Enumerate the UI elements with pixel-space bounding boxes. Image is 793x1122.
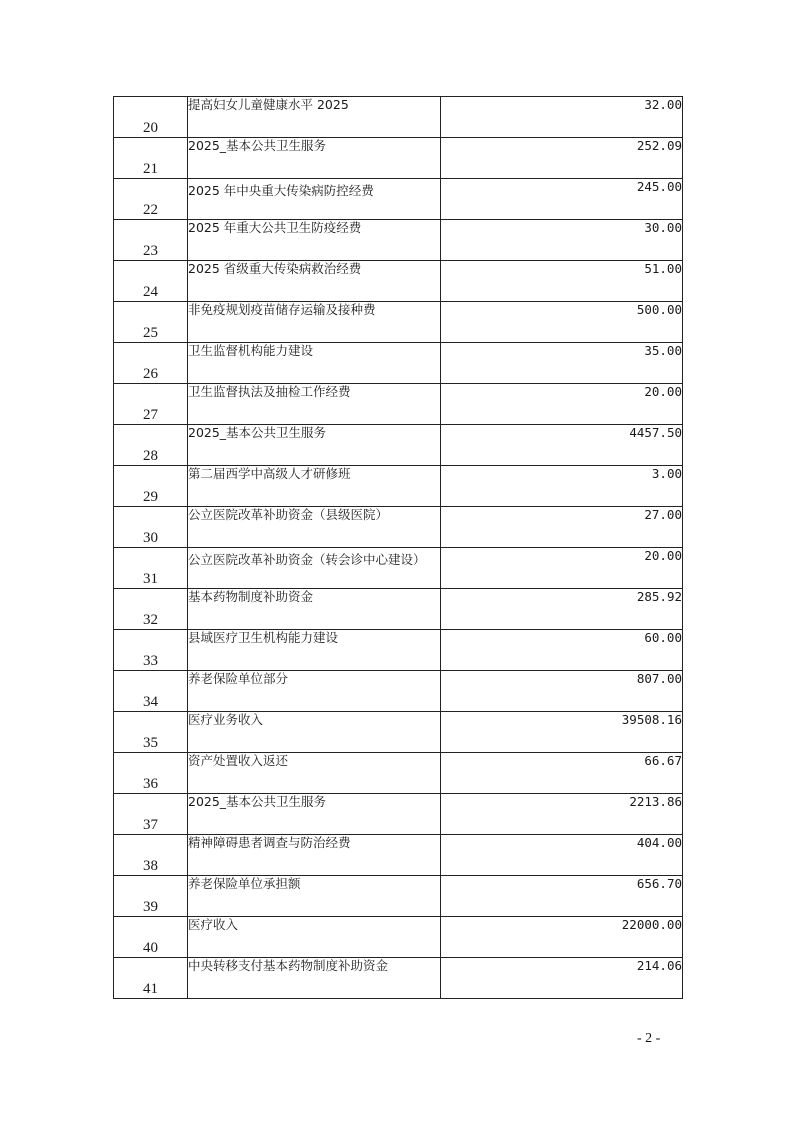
row-number: 20 xyxy=(114,97,188,138)
item-name: 县域医疗卫生机构能力建设 xyxy=(188,630,441,671)
amount: 252.09 xyxy=(441,138,683,179)
row-number: 31 xyxy=(114,548,188,589)
table-row xyxy=(114,835,683,876)
table-row xyxy=(114,589,683,630)
amount: 214.06 xyxy=(441,958,683,999)
row-number: 27 xyxy=(114,384,188,425)
item-name: 资产处置收入返还 xyxy=(188,753,441,794)
amount: 20.00 xyxy=(441,384,683,425)
amount: 285.92 xyxy=(441,589,683,630)
row-number: 22 xyxy=(114,179,188,220)
table-row xyxy=(114,548,683,589)
item-name: 医疗业务收入 xyxy=(188,712,441,753)
item-name: 精神障碍患者调查与防治经费 xyxy=(188,835,441,876)
item-name: 公立医院改革补助资金（县级医院） xyxy=(188,507,441,548)
table-row xyxy=(114,917,683,958)
row-number: 41 xyxy=(114,958,188,999)
item-name: 中央转移支付基本药物制度补助资金 xyxy=(188,958,441,999)
item-name: 提高妇女儿童健康水平 2025 xyxy=(188,97,441,138)
table-row xyxy=(114,671,683,712)
page-number: - 2 - xyxy=(637,1031,661,1046)
table-row xyxy=(114,302,683,343)
row-number: 32 xyxy=(114,589,188,630)
row-number: 40 xyxy=(114,917,188,958)
amount: 2213.86 xyxy=(441,794,683,835)
row-number: 39 xyxy=(114,876,188,917)
amount: 30.00 xyxy=(441,220,683,261)
amount: 39508.16 xyxy=(441,712,683,753)
amount: 500.00 xyxy=(441,302,683,343)
table-row xyxy=(114,138,683,179)
item-name: 养老保险单位承担额 xyxy=(188,876,441,917)
table-row xyxy=(114,220,683,261)
amount: 4457.50 xyxy=(441,425,683,466)
table-row xyxy=(114,712,683,753)
row-number: 35 xyxy=(114,712,188,753)
row-number: 34 xyxy=(114,671,188,712)
table-row xyxy=(114,876,683,917)
item-name: 2025 省级重大传染病救治经费 xyxy=(188,261,441,302)
row-number: 24 xyxy=(114,261,188,302)
item-name: 2025_基本公共卫生服务 xyxy=(188,794,441,835)
item-name: 基本药物制度补助资金 xyxy=(188,589,441,630)
amount: 60.00 xyxy=(441,630,683,671)
row-number: 33 xyxy=(114,630,188,671)
item-name: 2025 年重大公共卫生防疫经费 xyxy=(188,220,441,261)
amount: 807.00 xyxy=(441,671,683,712)
amount: 245.00 xyxy=(441,179,683,220)
row-number: 28 xyxy=(114,425,188,466)
item-name: 医疗收入 xyxy=(188,917,441,958)
amount: 404.00 xyxy=(441,835,683,876)
budget-table xyxy=(113,96,683,999)
table-row xyxy=(114,343,683,384)
amount: 66.67 xyxy=(441,753,683,794)
amount: 35.00 xyxy=(441,343,683,384)
amount: 20.00 xyxy=(441,548,683,589)
row-number: 29 xyxy=(114,466,188,507)
table-row xyxy=(114,97,683,138)
table-row xyxy=(114,384,683,425)
row-number: 26 xyxy=(114,343,188,384)
item-name: 2025 年中央重大传染病防控经费 xyxy=(188,179,441,220)
item-name: 公立医院改革补助资金（转会诊中心建设） xyxy=(188,548,441,589)
item-name: 养老保险单位部分 xyxy=(188,671,441,712)
row-number: 38 xyxy=(114,835,188,876)
table-row xyxy=(114,630,683,671)
row-number: 25 xyxy=(114,302,188,343)
table-row xyxy=(114,958,683,999)
budget-table-body xyxy=(114,97,683,999)
table-row xyxy=(114,179,683,220)
amount: 22000.00 xyxy=(441,917,683,958)
amount: 27.00 xyxy=(441,507,683,548)
table-row xyxy=(114,261,683,302)
row-number: 36 xyxy=(114,753,188,794)
table-row xyxy=(114,794,683,835)
table-row xyxy=(114,507,683,548)
row-number: 23 xyxy=(114,220,188,261)
amount: 51.00 xyxy=(441,261,683,302)
item-name: 卫生监督执法及抽检工作经费 xyxy=(188,384,441,425)
row-number: 37 xyxy=(114,794,188,835)
item-name: 非免疫规划疫苗储存运输及接种费 xyxy=(188,302,441,343)
item-name: 卫生监督机构能力建设 xyxy=(188,343,441,384)
item-name: 2025_基本公共卫生服务 xyxy=(188,425,441,466)
table-row xyxy=(114,753,683,794)
item-name: 第二届西学中高级人才研修班 xyxy=(188,466,441,507)
amount: 32.00 xyxy=(441,97,683,138)
amount: 3.00 xyxy=(441,466,683,507)
item-name: 2025_基本公共卫生服务 xyxy=(188,138,441,179)
amount: 656.70 xyxy=(441,876,683,917)
row-number: 30 xyxy=(114,507,188,548)
table-row xyxy=(114,425,683,466)
row-number: 21 xyxy=(114,138,188,179)
table-row xyxy=(114,466,683,507)
